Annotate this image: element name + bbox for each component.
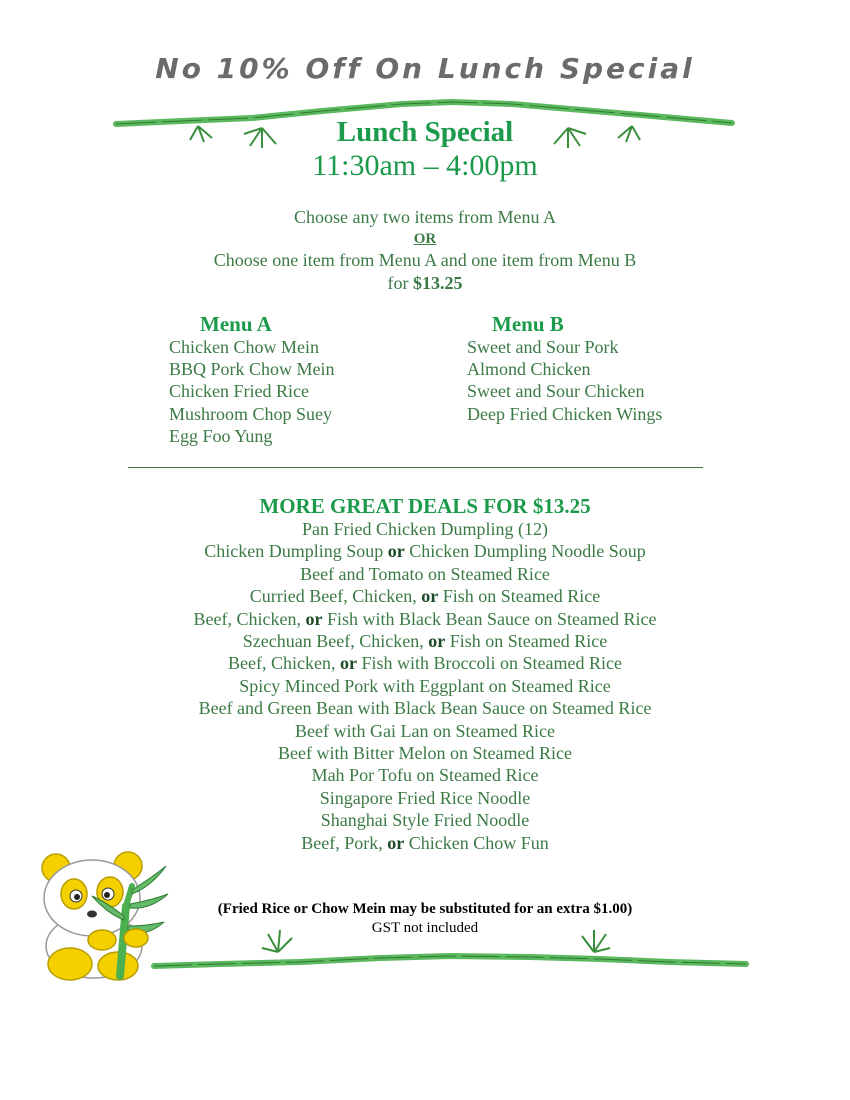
section-divider (128, 467, 703, 468)
deal-item-text: Mah Por Tofu on Steamed Rice (311, 765, 539, 786)
deal-item-text: Chicken Dumpling Soup (204, 541, 388, 562)
deal-item-text: Pan Fried Chicken Dumpling (12) (302, 519, 548, 539)
deal-item-or: or (421, 586, 439, 607)
offer-line-2: Choose one item from Menu A and one item from Menu B (213, 250, 637, 270)
gst-note: GST not included (371, 920, 479, 936)
offer-price-prefix: for (387, 273, 413, 293)
menu-a-item: Chicken Fried Rice (169, 381, 309, 401)
offer-line-1: Choose any two items from Menu A (294, 207, 556, 227)
deal-item (0, 631, 850, 652)
deal-item-or: or (387, 541, 405, 562)
deal-item-text: Beef, Chicken, (228, 653, 340, 674)
deal-item-text: Fish on Steamed Rice (445, 631, 608, 651)
deal-item (0, 788, 850, 809)
deals-heading: MORE GREAT DEALS FOR $13.25 (259, 494, 591, 518)
menu-b-heading: Menu B (492, 312, 564, 336)
deal-item-text: Fish with Black Bean Sauce on Steamed Rice (322, 608, 657, 629)
deal-item-text: Beef, Pork, (301, 832, 388, 853)
deal-item-text: Chicken Dumpling Noodle Soup (404, 541, 646, 562)
deal-item-or: or (387, 832, 405, 853)
deal-item-or: or (340, 653, 357, 674)
menu-b-item: Deep Fried Chicken Wings (467, 404, 663, 424)
deal-item (0, 609, 850, 630)
lunch-hours: 11:30am – 4:00pm (312, 149, 538, 182)
deal-item-text: Beef, Chicken, (193, 608, 306, 629)
substitution-note: (Fried Rice or Chow Mein may be substituted for an extra $1.00) (217, 901, 633, 917)
deal-item-text: Beef with Bitter Melon on Steamed Rice (278, 743, 572, 763)
lunch-special-title: Lunch Special (336, 116, 514, 148)
menu-a-item: Mushroom Chop Suey (169, 404, 333, 424)
no-discount-notice: No 10% Off On Lunch Special (155, 52, 695, 85)
deal-item-text: Chicken Chow Fun (404, 832, 549, 853)
menu-b-item: Almond Chicken (467, 359, 591, 379)
deal-item (0, 810, 850, 831)
deal-item-text: Beef and Tomato on Steamed Rice (300, 563, 550, 584)
deal-item-or: or (428, 631, 446, 651)
menu-a-heading: Menu A (200, 312, 272, 336)
deal-item-text: Fish with Broccoli on Steamed Rice (357, 653, 622, 674)
deal-item-text: Fish on Steamed Rice (438, 586, 601, 607)
deal-item (0, 541, 850, 562)
deal-item (0, 698, 850, 719)
menu-b-item: Sweet and Sour Pork (467, 337, 619, 357)
deal-item-text: Beef with Gai Lan on Steamed Rice (295, 720, 555, 741)
menu-a-item: Egg Foo Yung (169, 426, 273, 446)
deal-item-text: Shanghai Style Fried Noodle (320, 810, 530, 831)
offer-price: $13.25 (413, 273, 463, 293)
menu-a-item: Chicken Chow Mein (169, 337, 319, 357)
deal-item (0, 743, 850, 764)
deal-item-text: Singapore Fried Rice Noodle (319, 787, 531, 808)
deal-item (0, 586, 850, 607)
deal-item (0, 653, 850, 674)
offer-price-line (0, 273, 850, 294)
deal-item-text: Spicy Minced Pork with Eggplant on Steamed Rice (239, 675, 611, 696)
menu-a-item: BBQ Pork Chow Mein (169, 359, 335, 379)
deal-item (0, 676, 850, 697)
deal-item (0, 721, 850, 742)
offer-or: OR (413, 231, 437, 247)
deal-item (0, 519, 850, 540)
deal-item (0, 564, 850, 585)
deal-item-text: Beef and Green Bean with Black Bean Sauce on Steamed Rice (198, 698, 652, 719)
deal-item-text: Szechuan Beef, Chicken, (242, 631, 429, 651)
menu-b-item: Sweet and Sour Chicken (467, 381, 645, 401)
deal-item-or: or (305, 608, 323, 629)
deal-item (0, 765, 850, 786)
deal-item-text: Curried Beef, Chicken, (249, 586, 422, 607)
